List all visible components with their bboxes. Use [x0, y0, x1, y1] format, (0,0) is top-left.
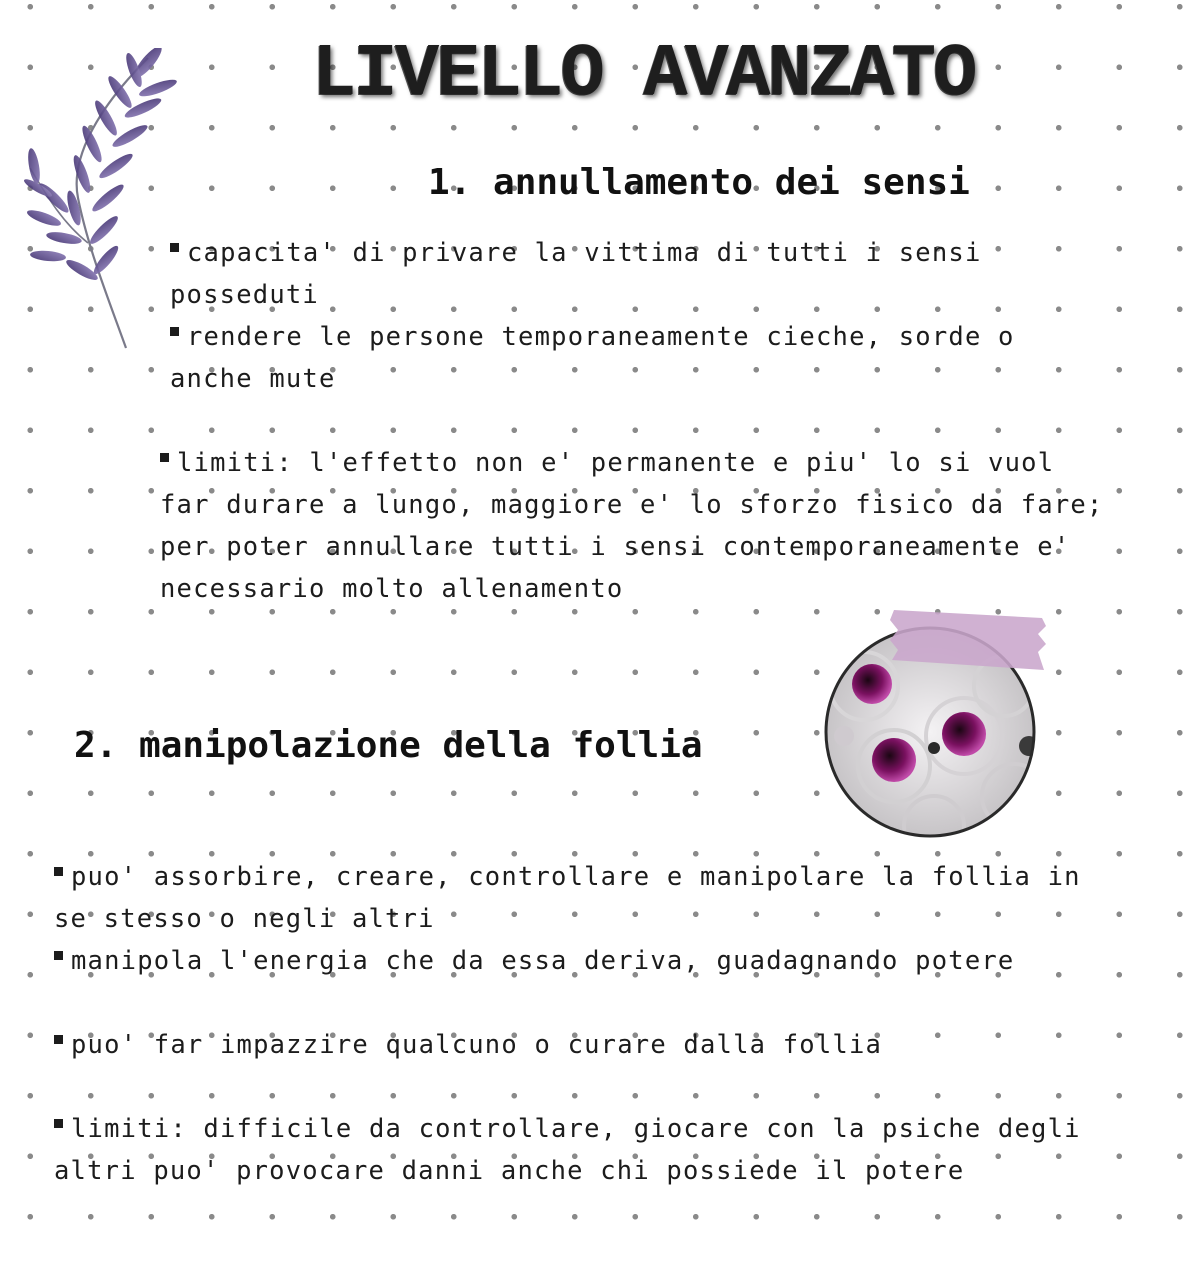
list-item — [170, 232, 1070, 316]
bullet-text: rendere le persone temporaneamente cieche, sorde o anche mute — [170, 322, 1015, 394]
bullet-icon — [170, 243, 179, 252]
bullet-icon — [54, 1119, 63, 1128]
bullet-text: capacita' di privare la vittima di tutti i sensi posseduti — [170, 238, 982, 310]
bullet-text: limiti: l'effetto non e' permanente e piu' lo si vuol far durare a lungo, maggiore e' lo sforzo fisico da fare; per poter annullare tutti i sensi contemporaneamente e' necessario molto allenamento — [160, 448, 1104, 604]
section-2-heading: 2. manipolazione della follia — [74, 725, 703, 766]
list-item — [54, 940, 1114, 982]
bullet-text: limiti: difficile da controllare, giocare con la psiche degli altri puo' provocare danni anche chi possiede il potere — [54, 1114, 1081, 1186]
list-item — [170, 316, 1090, 400]
section-1-heading: 1. annullamento dei sensi — [428, 162, 970, 203]
bullet-text: puo' assorbire, creare, controllare e manipolare la follia in se stesso o negli altri — [54, 862, 1081, 934]
bullet-icon — [54, 867, 63, 876]
bullet-icon — [170, 327, 179, 336]
bullet-icon — [54, 951, 63, 960]
list-item — [160, 442, 1120, 610]
bullet-icon — [54, 1035, 63, 1044]
list-item — [54, 856, 1114, 940]
bullet-text: puo' far impazzire qualcuno o curare dalla follia — [71, 1030, 883, 1060]
bullet-text: manipola l'energia che da essa deriva, guadagnando potere — [71, 946, 1015, 976]
bullet-icon — [160, 453, 169, 462]
page-title: LIVELLO AVANZATO — [312, 33, 975, 117]
list-item — [54, 1024, 1114, 1066]
washi-tape — [888, 604, 1048, 674]
list-item — [54, 1108, 1114, 1192]
